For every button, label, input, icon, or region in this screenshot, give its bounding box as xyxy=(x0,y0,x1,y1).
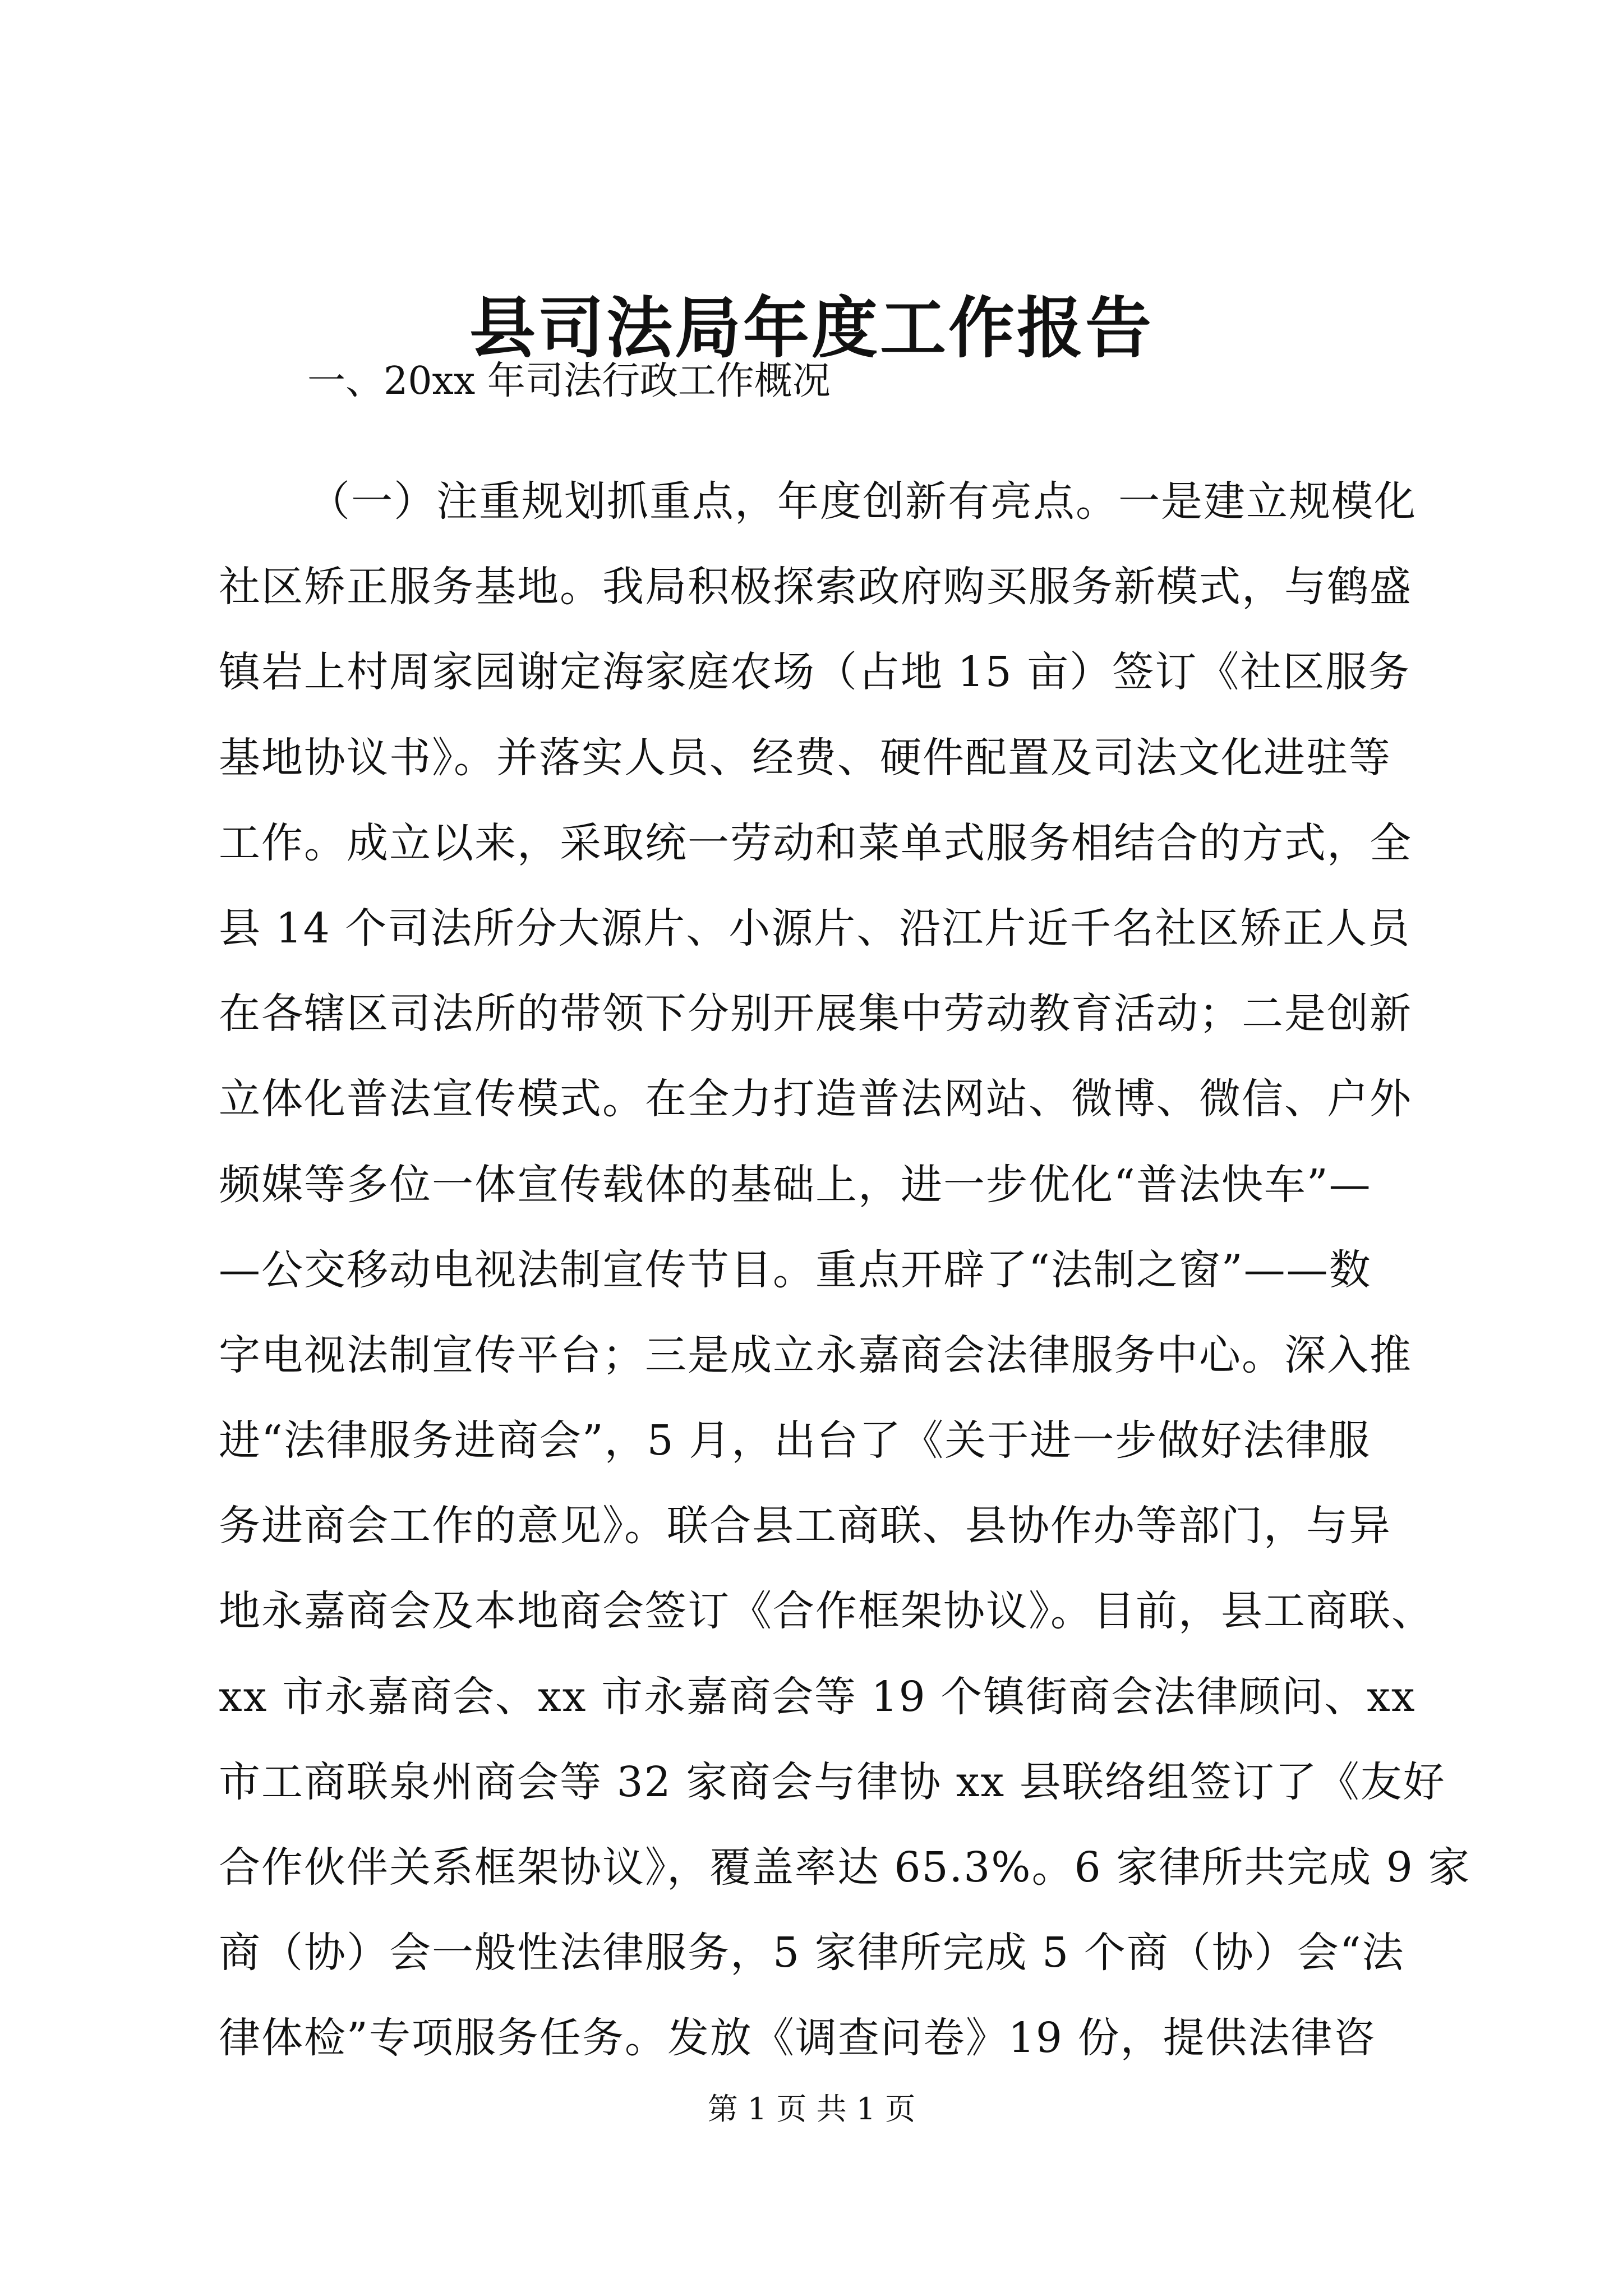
paragraph-line: 律体检”专项服务任务。发放《调查问卷》19 份，提供法律咨 xyxy=(219,2014,1376,2063)
paragraph-line: 合作伙伴关系框架协议》，覆盖率达 65.3%。6 家律所共完成 9 家 xyxy=(219,1843,1471,1892)
paragraph-line: 进“法律服务进商会”，5 月，出台了《关于进一步做好法律服 xyxy=(219,1416,1371,1465)
document-title: 县司法局年度工作报告 xyxy=(469,289,1154,367)
paragraph-line: 频媒等多位一体宣传载体的基础上，进一步优化“普法快车”— xyxy=(219,1160,1372,1209)
page-footer: 第 1 页 共 1 页 xyxy=(707,2091,916,2127)
paragraph-line: —公交移动电视法制宣传节目。重点开辟了“法制之窗”——数 xyxy=(219,1245,1372,1294)
paragraph-line: 务进商会工作的意见》。联合县工商联、县协作办等部门，与异 xyxy=(219,1502,1391,1550)
paragraph-line: xx 市永嘉商会、xx 市永嘉商会等 19 个镇街商会法律顾问、xx xyxy=(219,1672,1416,1721)
paragraph-line: 在各辖区司法所的带领下分别开展集中劳动教育活动；二是创新 xyxy=(219,990,1412,1038)
section-heading: 一、20xx 年司法行政工作概况 xyxy=(307,359,831,403)
paragraph-line: 地永嘉商会及本地商会签订《合作框架协议》。目前，县工商联、 xyxy=(219,1587,1434,1636)
paragraph-line: 基地协议书》。并落实人员、经费、硬件配置及司法文化进驻等 xyxy=(219,733,1391,782)
paragraph-line: 镇岩上村周家园谢定海家庭农场（占地 15 亩）签订《社区服务 xyxy=(219,648,1411,697)
paragraph-line: 工作。成立以来，采取统一劳动和菜单式服务相结合的方式，全 xyxy=(219,818,1412,867)
paragraph-line: 字电视法制宣传平台；三是成立永嘉商会法律服务中心。深入推 xyxy=(219,1331,1412,1379)
paragraph-line: 市工商联泉州商会等 32 家商会与律协 xx 县联络组签订了《友好 xyxy=(219,1757,1446,1806)
body-paragraph xyxy=(219,459,1471,2081)
paragraph-line: 立体化普法宣传模式。在全力打造普法网站、微博、微信、户外 xyxy=(219,1075,1412,1124)
paragraph-line: （一）注重规划抓重点，年度创新有亮点。一是建立规模化 xyxy=(308,477,1417,526)
paragraph-line: 县 14 个司法所分大源片、小源片、沿江片近千名社区矫正人员 xyxy=(219,904,1411,953)
paragraph-line: 社区矫正服务基地。我局积极探索政府购买服务新模式，与鹤盛 xyxy=(219,563,1412,611)
paragraph-line: 商（协）会一般性法律服务，5 家律所完成 5 个商（协）会“法 xyxy=(219,1929,1405,1977)
